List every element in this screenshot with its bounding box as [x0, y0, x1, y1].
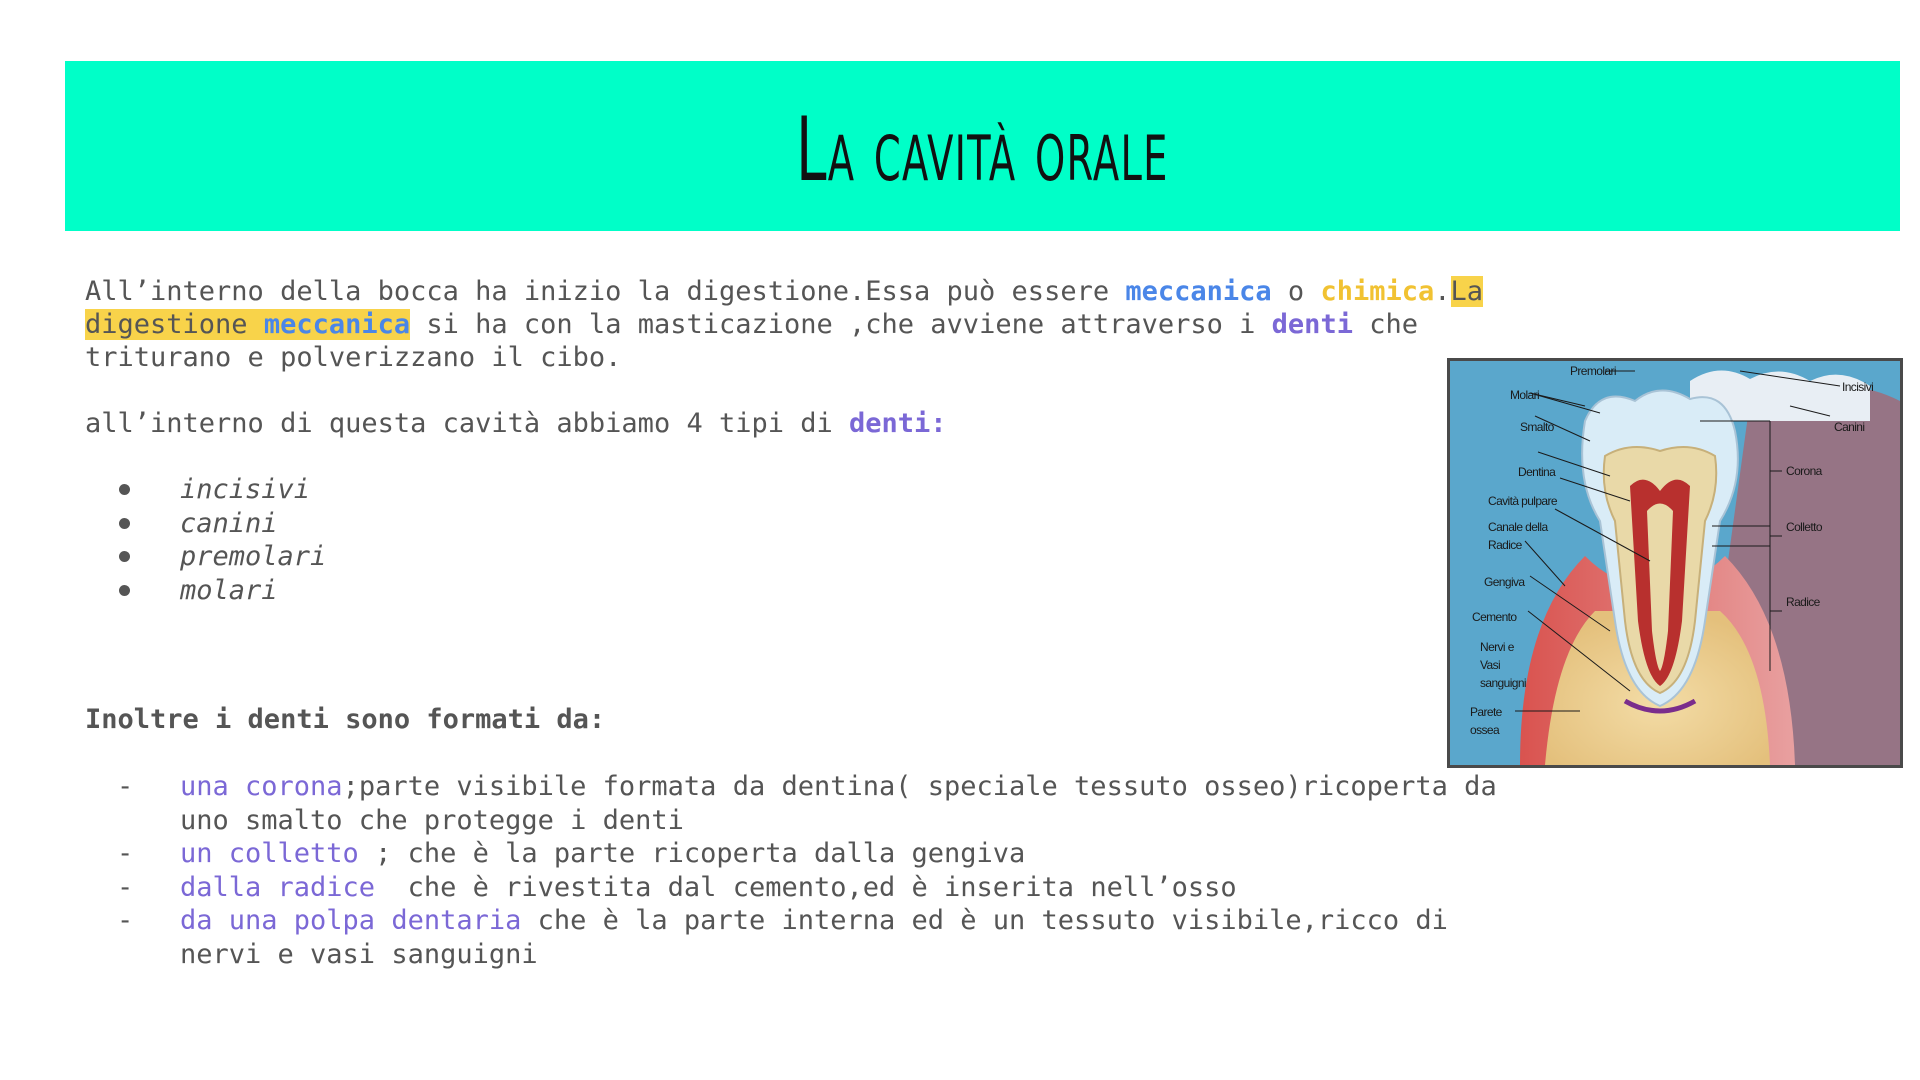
list-item	[85, 837, 1497, 871]
title-banner	[65, 61, 1900, 231]
list-item	[85, 473, 326, 507]
page-title: La cavità orale	[796, 98, 1169, 201]
label-canale-2: Radice	[1488, 538, 1522, 552]
intro-text: che	[1352, 309, 1418, 340]
part-description	[180, 770, 1497, 837]
label-cavita-pulpare: Cavità pulpare	[1488, 494, 1557, 508]
keyword-denti: denti	[1271, 309, 1353, 340]
label-dentina: Dentina	[1518, 465, 1556, 479]
highlighted-text: digestione	[85, 309, 264, 340]
part-description	[180, 837, 1025, 871]
label-smalto: Smalto	[1520, 420, 1554, 434]
tooth-types-intro	[85, 407, 947, 440]
label-molari: Molari	[1510, 388, 1540, 402]
highlighted-text: La	[1450, 276, 1484, 307]
label-cemento: Cemento	[1472, 610, 1517, 624]
label-incisivi: Incisivi	[1842, 380, 1874, 394]
label-colletto: Colletto	[1786, 520, 1822, 534]
part-term: da una polpa dentaria	[180, 905, 522, 936]
tooth-type-name: premolari	[180, 541, 327, 573]
label-parete-1: Parete	[1470, 705, 1502, 719]
label-premolari: Premolari	[1570, 364, 1616, 378]
intro-line-2	[85, 308, 1418, 341]
bullet-icon	[119, 484, 130, 495]
tooth-diagram	[1450, 361, 1900, 765]
list-item	[85, 770, 1497, 837]
label-canale-1: Canale della	[1488, 520, 1548, 534]
keyword-denti: denti:	[849, 408, 947, 439]
label-radice: Radice	[1786, 595, 1820, 609]
tooth-type-name: incisivi	[180, 474, 311, 506]
tooth-type-name: molari	[180, 574, 278, 606]
section-heading: Inoltre i denti sono formati da:	[85, 704, 606, 735]
dash-marker: -	[117, 905, 134, 936]
tooth-types-text: all’interno di questa cavità abbiamo 4 tipi di	[85, 408, 850, 439]
label-nervi-2: Vasi	[1480, 658, 1501, 672]
label-gengiva: Gengiva	[1484, 575, 1525, 589]
list-item	[85, 871, 1497, 905]
tooth-types-list	[85, 473, 326, 607]
list-item	[85, 507, 326, 541]
intro-text: All’interno della bocca ha inizio la digestione.Essa può essere	[85, 276, 1126, 307]
list-item	[85, 574, 326, 608]
list-item	[85, 904, 1497, 971]
bullet-icon	[119, 585, 130, 596]
label-corona: Corona	[1786, 464, 1822, 478]
intro-text: .	[1434, 276, 1451, 307]
label-nervi-1: Nervi e	[1480, 640, 1514, 654]
keyword-chimica: chimica	[1320, 276, 1435, 307]
part-description	[180, 871, 1237, 905]
bullet-icon	[119, 551, 130, 562]
part-description	[180, 904, 1448, 971]
keyword-meccanica: meccanica	[1125, 276, 1272, 307]
keyword-meccanica-highlighted: meccanica	[263, 309, 411, 340]
part-term: un colletto	[180, 838, 359, 869]
intro-line-1	[85, 275, 1483, 308]
tooth-parts-list	[85, 770, 1497, 971]
dash-marker: -	[117, 838, 134, 869]
intro-text: si ha con la masticazione ,che avviene attraverso i	[410, 309, 1272, 340]
label-nervi-3: sanguigni	[1480, 676, 1526, 690]
intro-line-3: triturano e polverizzano il cibo.	[85, 342, 622, 373]
tooth-type-name: canini	[180, 507, 278, 539]
part-text: ;parte visibile formata da dentina( speciale tessuto osseo)ricoperta da uno smalto che protegge i denti	[180, 771, 1497, 836]
part-term: dalla radice	[180, 871, 376, 903]
label-parete-2: ossea	[1470, 723, 1500, 737]
bullet-icon	[119, 518, 130, 529]
part-text: ; che è la parte ricoperta dalla gengiva	[358, 838, 1026, 869]
part-term: una corona	[180, 771, 343, 802]
part-text: che è rivestita dal cemento,ed è inserita nell’osso	[375, 871, 1237, 903]
tooth-anatomy-figure	[1447, 358, 1903, 768]
list-item	[85, 540, 326, 574]
dash-marker: -	[117, 771, 134, 802]
part-text: che è la parte interna ed è un tessuto visibile,ricco di nervi e vasi sanguigni	[180, 905, 1448, 970]
intro-text: o	[1271, 276, 1321, 307]
dash-marker: -	[117, 871, 134, 903]
label-canini: Canini	[1834, 420, 1865, 434]
